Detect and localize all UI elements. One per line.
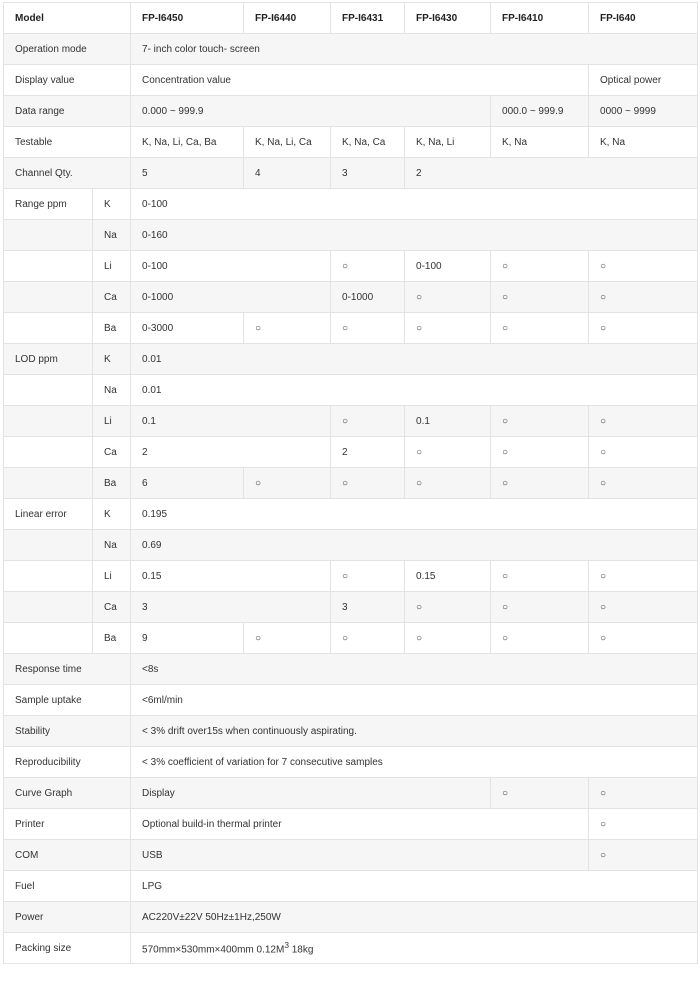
model-name: FP-I6410 [491,3,589,34]
element-label: K [93,344,131,375]
cell-value: 0-3000 [131,313,244,344]
packing-size-superscript: 3 [284,940,289,951]
model-name: FP-I6440 [244,3,331,34]
cell-value: 0-1000 [331,282,405,313]
na-mark: ○ [589,778,698,809]
table-row [4,344,698,375]
table-row [4,933,698,964]
row-label: Linear error [4,499,93,530]
na-mark: ○ [491,313,589,344]
na-mark: ○ [589,561,698,592]
table-row [4,592,698,623]
packing-size-main: 570mm×530mm×400mm 0.12M [142,944,285,956]
empty-cell [4,406,93,437]
model-label: Model [4,3,131,34]
element-label: Li [93,561,131,592]
empty-cell [4,282,93,313]
empty-cell [4,437,93,468]
cell-value: 0-160 [131,220,698,251]
table-row [4,530,698,561]
cell-value: K, Na [491,127,589,158]
cell-value: 0.195 [131,499,698,530]
cell-value: < 3% drift over15s when continuously aspirating. [131,716,698,747]
table-row [4,313,698,344]
cell-value: 0-100 [131,251,331,282]
na-mark: ○ [491,623,589,654]
table-row [4,902,698,933]
element-label: Na [93,220,131,251]
cell-value: 3 [331,158,405,189]
na-mark: ○ [589,623,698,654]
empty-cell [4,530,93,561]
cell-value: 3 [331,592,405,623]
table-row [4,747,698,778]
model-name: FP-I6430 [405,3,491,34]
row-label: Fuel [4,871,131,902]
na-mark: ○ [491,282,589,313]
cell-value: LPG [131,871,698,902]
empty-cell [4,375,93,406]
row-label: Operation mode [4,34,131,65]
element-label: Ca [93,282,131,313]
cell-value: USB [131,840,589,871]
table-row [4,282,698,313]
cell-value: Optical power [589,65,698,96]
cell-value: <6ml/min [131,685,698,716]
na-mark: ○ [491,468,589,499]
element-label: K [93,499,131,530]
na-mark: ○ [405,313,491,344]
row-label: Sample uptake [4,685,131,716]
table-row [4,654,698,685]
table-row [4,34,698,65]
empty-cell [4,592,93,623]
na-mark: ○ [491,437,589,468]
element-label: Ba [93,313,131,344]
table-row [4,623,698,654]
cell-value: 0.1 [131,406,331,437]
table-row [4,437,698,468]
cell-value: 4 [244,158,331,189]
row-label: Packing size [4,933,131,964]
element-label: Ba [93,468,131,499]
cell-value: Optional build-in thermal printer [131,809,589,840]
table-row [4,778,698,809]
cell-value: <8s [131,654,698,685]
cell-value: 9 [131,623,244,654]
table-row [4,406,698,437]
row-label: Power [4,902,131,933]
row-label: LOD ppm [4,344,93,375]
cell-value: 0000 ~ 9999 [589,96,698,127]
na-mark: ○ [589,840,698,871]
table-row [4,220,698,251]
empty-cell [4,313,93,344]
element-label: Ca [93,592,131,623]
element-label: Na [93,375,131,406]
cell-value: K, Na [589,127,698,158]
na-mark: ○ [331,561,405,592]
table-row [4,158,698,189]
na-mark: ○ [405,437,491,468]
packing-size-value [131,933,698,964]
na-mark: ○ [589,809,698,840]
cell-value: 0-100 [131,189,698,220]
na-mark: ○ [491,778,589,809]
spec-table [3,2,698,964]
na-mark: ○ [405,623,491,654]
empty-cell [4,468,93,499]
cell-value: 3 [131,592,331,623]
table-row [4,96,698,127]
table-row [4,189,698,220]
empty-cell [4,220,93,251]
cell-value: 0.000 ~ 999.9 [131,96,491,127]
cell-value: K, Na, Li, Ca [244,127,331,158]
table-row [4,65,698,96]
na-mark: ○ [331,313,405,344]
element-label: Ba [93,623,131,654]
na-mark: ○ [589,468,698,499]
row-label: Stability [4,716,131,747]
row-label: Printer [4,809,131,840]
empty-cell [4,623,93,654]
na-mark: ○ [589,313,698,344]
na-mark: ○ [405,468,491,499]
empty-cell [4,561,93,592]
table-row [4,716,698,747]
na-mark: ○ [491,561,589,592]
cell-value: K, Na, Li [405,127,491,158]
cell-value: K, Na, Ca [331,127,405,158]
na-mark: ○ [405,592,491,623]
cell-value: Display [131,778,491,809]
cell-value: 0.69 [131,530,698,561]
row-label: Testable [4,127,131,158]
row-label: Response time [4,654,131,685]
cell-value: 0.01 [131,375,698,406]
row-label: Reproducibility [4,747,131,778]
model-name: FP-I6450 [131,3,244,34]
cell-value: 0.1 [405,406,491,437]
na-mark: ○ [491,251,589,282]
element-label: Ca [93,437,131,468]
na-mark: ○ [244,468,331,499]
cell-value: 0.15 [131,561,331,592]
cell-value: Concentration value [131,65,589,96]
table-row [4,561,698,592]
cell-value: 5 [131,158,244,189]
table-row [4,251,698,282]
na-mark: ○ [589,406,698,437]
table-row [4,127,698,158]
cell-value: 0-100 [405,251,491,282]
cell-value: 0.15 [405,561,491,592]
cell-value: AC220V±22V 50Hz±1Hz,250W [131,902,698,933]
model-name: FP-I640 [589,3,698,34]
table-row [4,840,698,871]
row-label: Curve Graph [4,778,131,809]
element-label: Li [93,406,131,437]
element-label: Na [93,530,131,561]
na-mark: ○ [331,406,405,437]
table-row [4,809,698,840]
cell-value: 0.01 [131,344,698,375]
element-label: Li [93,251,131,282]
row-label: COM [4,840,131,871]
model-name: FP-I6431 [331,3,405,34]
table-row [4,871,698,902]
table-row [4,499,698,530]
element-label: K [93,189,131,220]
packing-size-weight: 18kg [288,944,314,956]
na-mark: ○ [331,468,405,499]
row-label: Display value [4,65,131,96]
cell-value: 7- inch color touch- screen [131,34,698,65]
row-label: Range ppm [4,189,93,220]
cell-value: < 3% coefficient of variation for 7 consecutive samples [131,747,698,778]
cell-value: 2 [131,437,331,468]
cell-value: 0-1000 [131,282,331,313]
na-mark: ○ [491,406,589,437]
na-mark: ○ [405,282,491,313]
row-label: Channel Qty. [4,158,131,189]
header-row [4,3,698,34]
table-row [4,685,698,716]
cell-value: 000.0 ~ 999.9 [491,96,589,127]
row-label: Data range [4,96,131,127]
cell-value: 2 [331,437,405,468]
empty-cell [4,251,93,282]
na-mark: ○ [491,592,589,623]
cell-value: K, Na, Li, Ca, Ba [131,127,244,158]
na-mark: ○ [244,623,331,654]
na-mark: ○ [331,251,405,282]
cell-value: 6 [131,468,244,499]
na-mark: ○ [589,251,698,282]
table-row [4,375,698,406]
na-mark: ○ [589,282,698,313]
table-row [4,468,698,499]
na-mark: ○ [331,623,405,654]
na-mark: ○ [589,437,698,468]
na-mark: ○ [244,313,331,344]
na-mark: ○ [589,592,698,623]
cell-value: 2 [405,158,698,189]
